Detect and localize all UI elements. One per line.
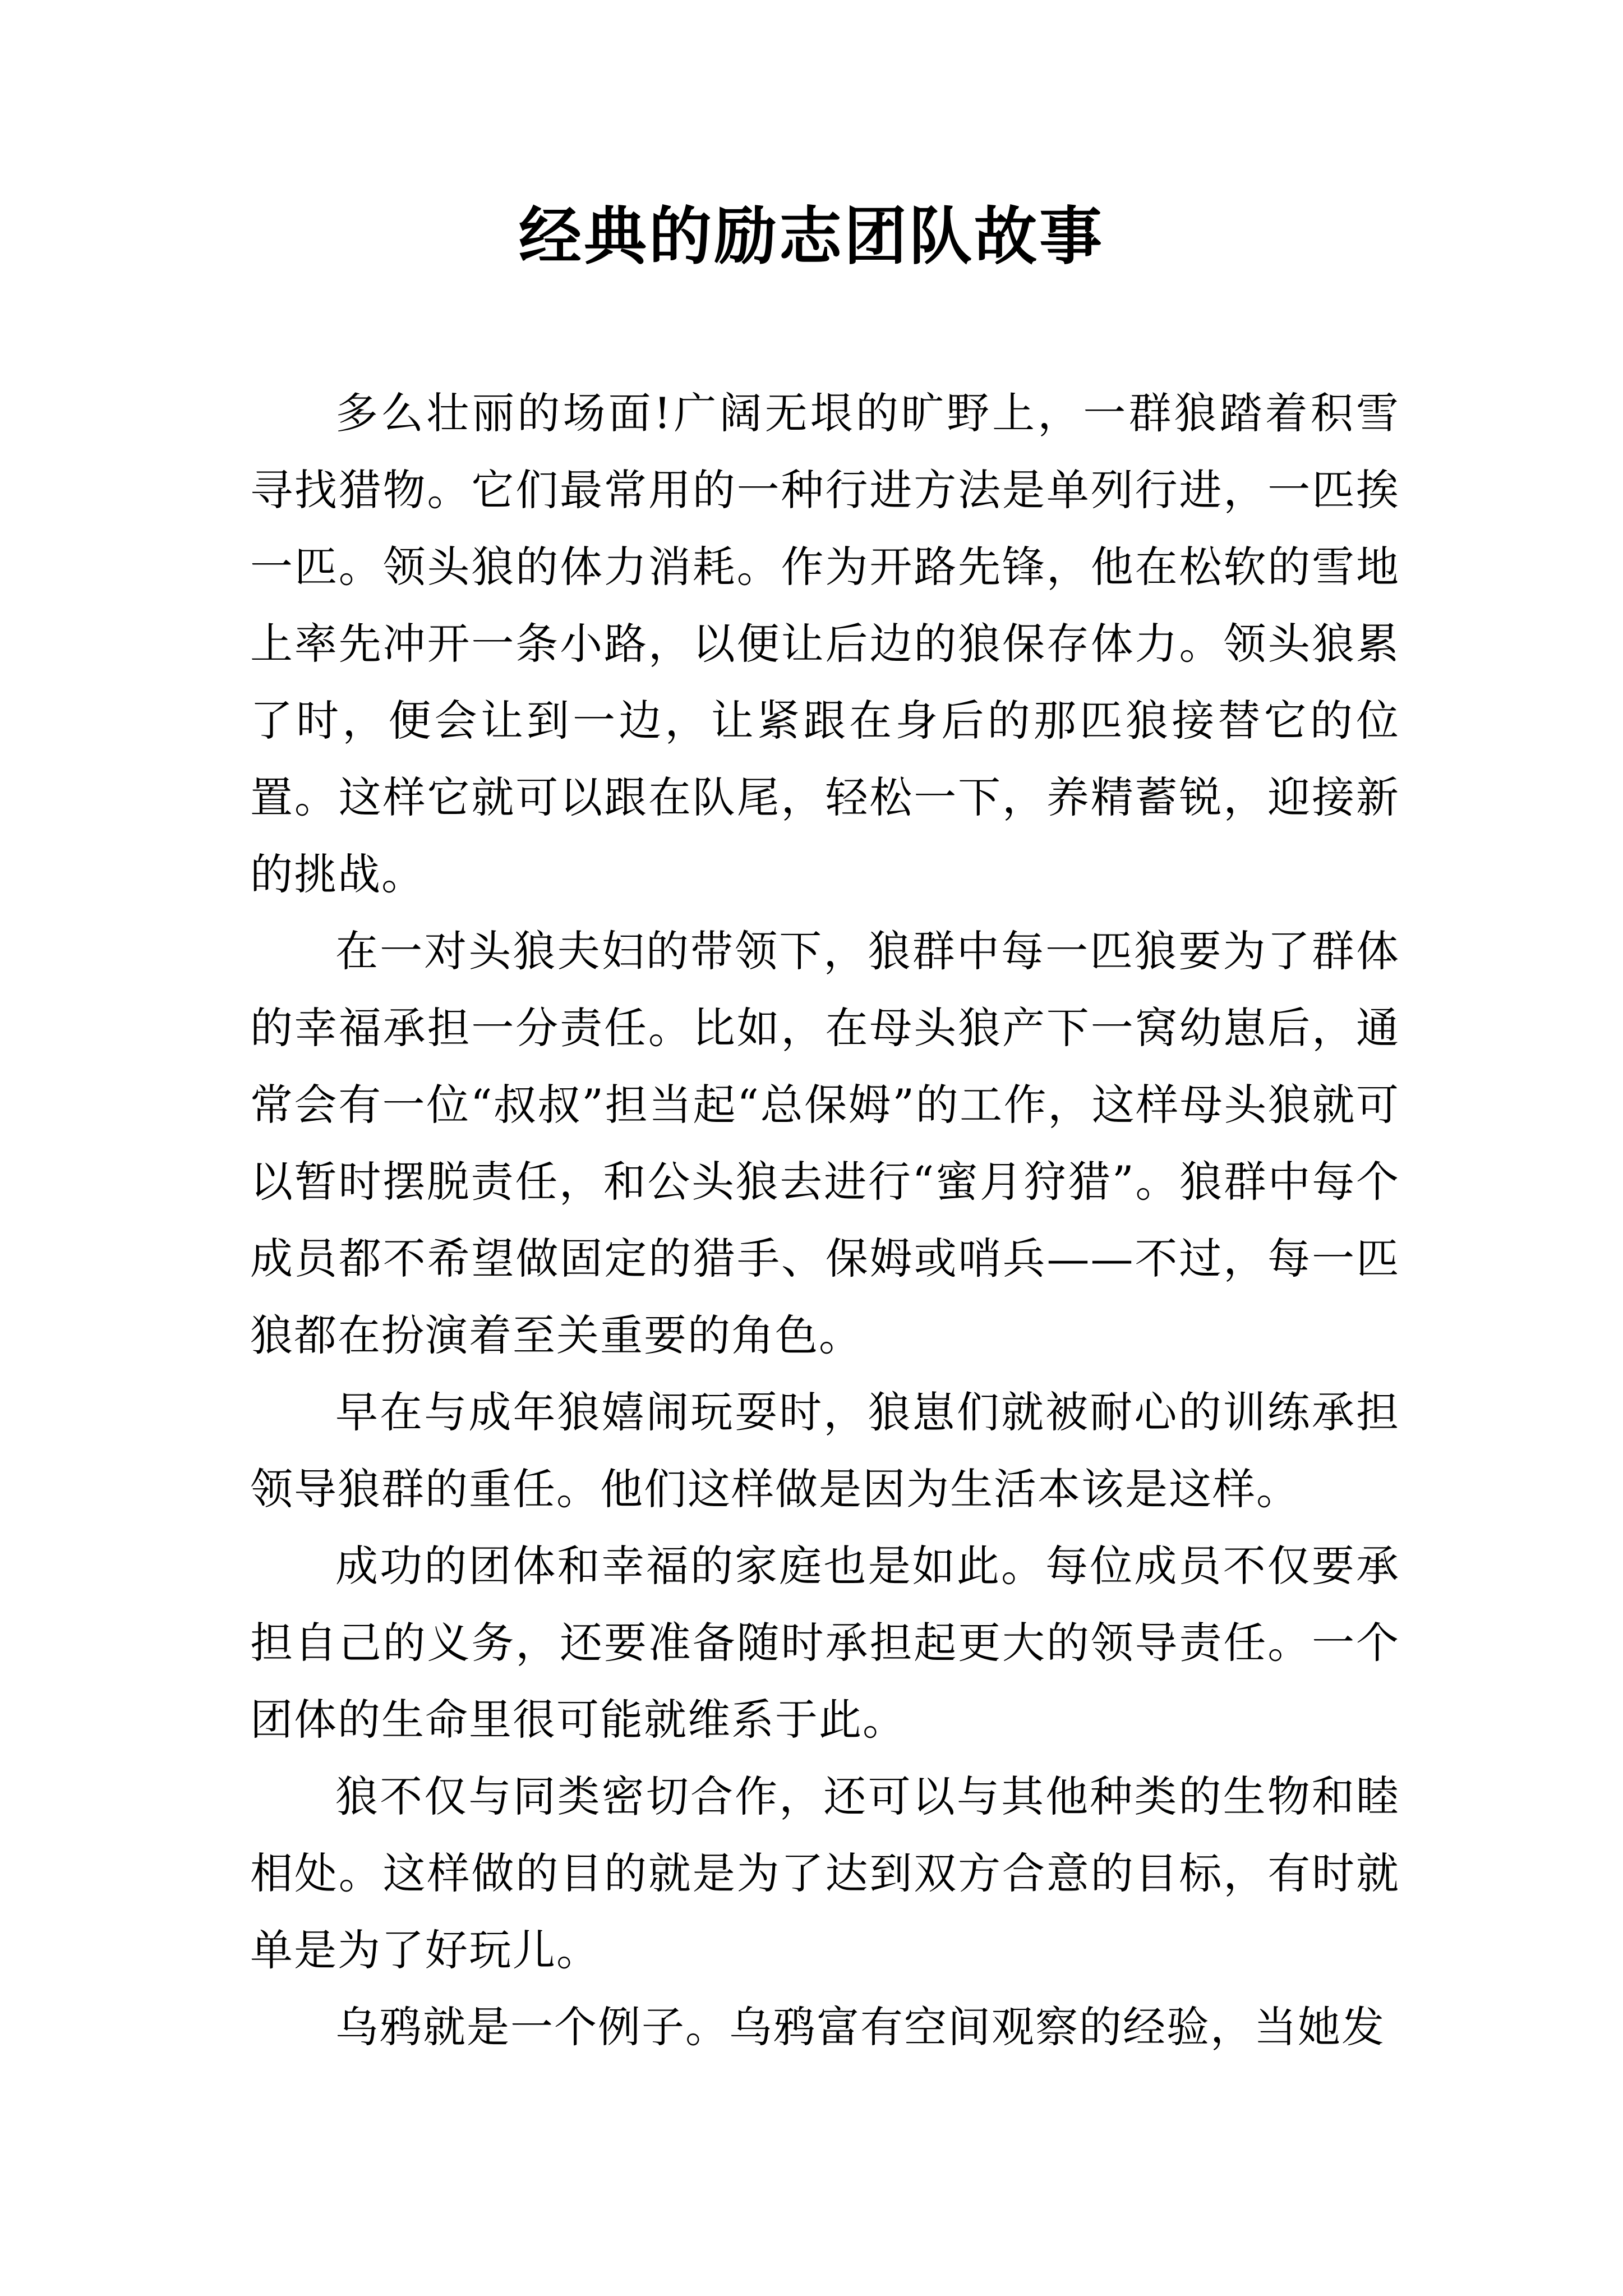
paragraph-1: 多么壮丽的场面!广阔无垠的旷野上，一群狼踏着积雪寻找猎物。它们最常用的一种行进方法是单列行进，一匹挨一匹。领头狼的体力消耗。作为开路先锋，他在松软的雪地上率先冲开一条小路，以便让后边的狼保存体力。领头狼累了时，便会让到一边，让紧跟在身后的那匹狼接替它的位置。这样它就可以跟在队尾，轻松一下，养精蓄锐，迎接新的挑战。 — [250, 388, 1400, 899]
paragraph-4: 成功的团体和幸福的家庭也是如此。每位成员不仅要承担自己的义务，还要准备随时承担起更大的领导责任。一个团体的生命里很可能就维系于此。 — [250, 1541, 1400, 1745]
paragraph-2: 在一对头狼夫妇的带领下，狼群中每一匹狼要为了群体的幸福承担一分责任。比如，在母头狼产下一窝幼崽后，通常会有一位“叔叔”担当起“总保姆”的工作，这样母头狼就可以暂时摆脱责任，和公头狼去进行“蜜月狩猎”。狼群中每个成员都不希望做固定的猎手、保姆或哨兵——不过，每一匹狼都在扮演着至关重要的角色。 — [250, 926, 1400, 1360]
document-body — [250, 375, 1400, 2065]
paragraph-5: 狼不仅与同类密切合作，还可以与其他种类的生物和睦相处。这样做的目的就是为了达到双方合意的目标，有时就单是为了好玩儿。 — [250, 1772, 1400, 1975]
paragraph-6: 乌鸦就是一个例子。乌鸦富有空间观察的经验，当她发 — [335, 2002, 1385, 2052]
paragraph-3: 早在与成年狼嬉闹玩耍时，狼崽们就被耐心的训练承担领导狼群的重任。他们这样做是因为生活本该是这样。 — [250, 1387, 1400, 1514]
document-title: 经典的励志团队故事 — [519, 200, 1104, 273]
